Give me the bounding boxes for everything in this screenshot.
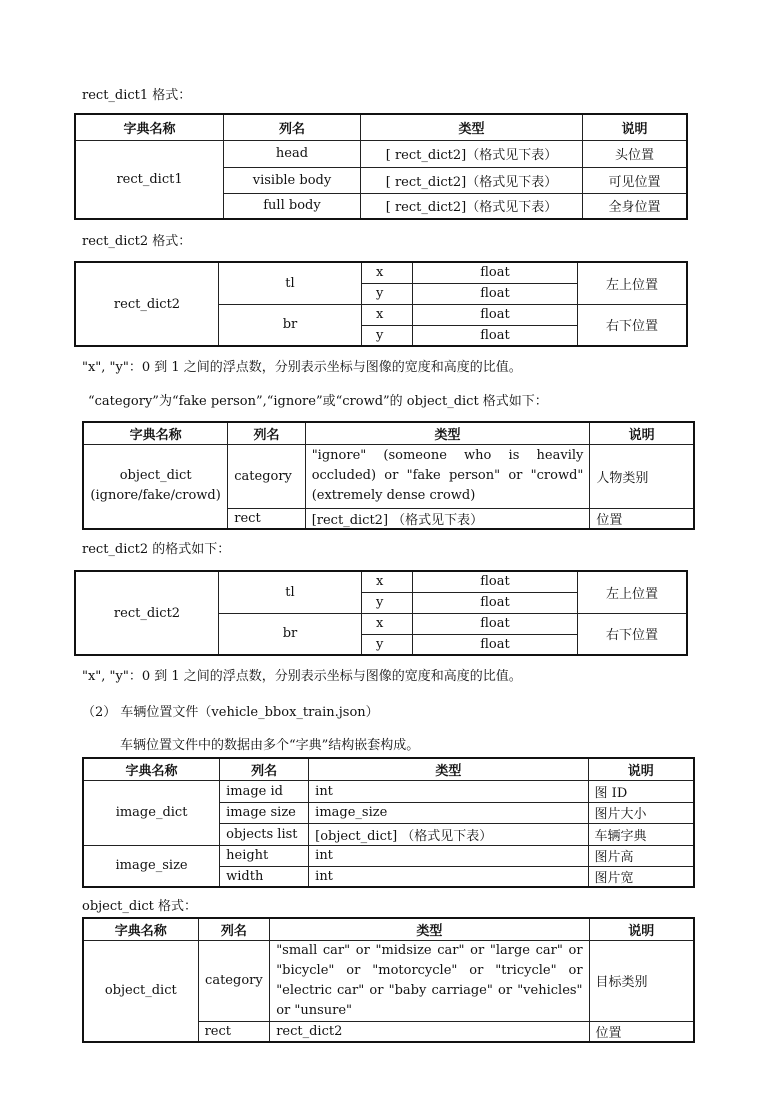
- table-cell: 车辆字典: [588, 823, 694, 845]
- table-cell: x: [362, 571, 413, 592]
- table-cell: float: [413, 262, 578, 283]
- table-cell: head: [224, 140, 361, 167]
- table-cell: int: [309, 780, 588, 802]
- table-cell: 位置: [590, 508, 694, 529]
- table-rect-dict1: [74, 113, 688, 220]
- table-cell: 右下位置: [578, 304, 688, 346]
- col-header-column: 列名: [220, 758, 309, 780]
- table-cell: rect: [198, 1021, 270, 1042]
- table-cell: float: [413, 325, 578, 346]
- table-cell: x: [362, 613, 413, 634]
- table-cell: category: [198, 940, 270, 1021]
- table-cell: [ rect_dict2]（格式见下表）: [360, 193, 582, 219]
- table-rect-dict2: [74, 261, 688, 347]
- label-rect-dict1-format: rect_dict1 格式：: [82, 88, 192, 103]
- table-cell: 位置: [589, 1021, 694, 1042]
- table-cell: x: [362, 262, 413, 283]
- dict-name-cell: [83, 444, 228, 529]
- table-cell: tl: [219, 262, 362, 304]
- table-cell: 目标类别: [589, 940, 694, 1021]
- dict-name-line: (ignore/fake/crowd): [90, 488, 221, 503]
- dict-name-cell: rect_dict1: [75, 140, 224, 219]
- dict-name-cell: image_dict: [83, 780, 220, 845]
- dict-name-cell: object_dict: [83, 940, 198, 1042]
- table-cell: y: [362, 592, 413, 613]
- table-cell: float: [413, 283, 578, 304]
- label-object-dict-format: object_dict 格式：: [82, 899, 197, 914]
- table-cell: float: [413, 571, 578, 592]
- table-cell: image_size: [309, 802, 588, 823]
- section-heading-vehicle-file: （2） 车辆位置文件（vehicle_bbox_train.json）: [82, 705, 379, 720]
- col-header-dict-name: 字典名称: [83, 918, 198, 940]
- table-cell: 左上位置: [578, 571, 688, 613]
- col-header-desc: 说明: [583, 114, 687, 140]
- col-header-type: 类型: [360, 114, 582, 140]
- table-cell: [ rect_dict2]（格式见下表）: [360, 167, 582, 193]
- table-rect-dict2-2: [74, 570, 688, 656]
- col-header-column: 列名: [198, 918, 270, 940]
- col-header-desc: 说明: [590, 422, 694, 444]
- label-rect-dict2-format: rect_dict2 格式：: [82, 234, 192, 249]
- table-cell: [ rect_dict2]（格式见下表）: [360, 140, 582, 167]
- table-cell: tl: [219, 571, 362, 613]
- paragraph-vehicle-intro: 车辆位置文件中的数据由多个“字典”结构嵌套构成。: [120, 738, 420, 753]
- table-cell: br: [219, 613, 362, 655]
- table-cell: 图片高: [588, 845, 694, 866]
- col-header-dict-name: 字典名称: [83, 422, 228, 444]
- col-header-type: 类型: [305, 422, 590, 444]
- table-cell: 左上位置: [578, 262, 688, 304]
- table-cell: 人物类别: [590, 444, 694, 508]
- table-cell: int: [309, 845, 588, 866]
- col-header-column: 列名: [224, 114, 361, 140]
- col-header-type: 类型: [270, 918, 589, 940]
- col-header-desc: 说明: [588, 758, 694, 780]
- dict-name-cell: rect_dict2: [75, 262, 219, 346]
- table-cell: visible body: [224, 167, 361, 193]
- table-cell: full body: [224, 193, 361, 219]
- table-cell: image id: [220, 780, 309, 802]
- table-cell: height: [220, 845, 309, 866]
- table-cell: x: [362, 304, 413, 325]
- dict-name-cell: image_size: [83, 845, 220, 887]
- table-cell: [object_dict] （格式见下表）: [309, 823, 588, 845]
- table-cell: category: [228, 444, 305, 508]
- table-cell: 头位置: [583, 140, 687, 167]
- table-cell: int: [309, 866, 588, 887]
- table-image-dict: [82, 757, 695, 888]
- table-cell: image size: [220, 802, 309, 823]
- table-cell: 右下位置: [578, 613, 688, 655]
- table-cell: 可见位置: [583, 167, 687, 193]
- table-cell: y: [362, 634, 413, 655]
- col-header-type: 类型: [309, 758, 588, 780]
- col-header-dict-name: 字典名称: [83, 758, 220, 780]
- dict-name-line: object_dict: [119, 468, 192, 483]
- table-object-dict-ignore: [82, 421, 695, 530]
- table-cell: "ignore" (someone who is heavily occluded) or "fake person" or "crowd" (extremely dense crowd): [305, 444, 590, 508]
- paragraph-xy-note-2: "x", "y"：0 到 1 之间的浮点数，分别表示坐标与图像的宽度和高度的比值。: [82, 669, 522, 684]
- table-object-dict-vehicle: [82, 917, 695, 1043]
- table-cell: rect: [228, 508, 305, 529]
- table-cell: br: [219, 304, 362, 346]
- table-cell: 图片大小: [588, 802, 694, 823]
- table-cell: width: [220, 866, 309, 887]
- table-cell: float: [413, 304, 578, 325]
- col-header-desc: 说明: [589, 918, 694, 940]
- table-cell: [rect_dict2] （格式见下表）: [305, 508, 590, 529]
- dict-name-cell: rect_dict2: [75, 571, 219, 655]
- table-cell: 图 ID: [588, 780, 694, 802]
- table-cell: 全身位置: [583, 193, 687, 219]
- table-cell: float: [413, 613, 578, 634]
- table-cell: rect_dict2: [270, 1021, 589, 1042]
- table-cell: objects list: [220, 823, 309, 845]
- col-header-dict-name: 字典名称: [75, 114, 224, 140]
- table-cell: "small car" or "midsize car" or "large car" or "bicycle" or "motorcycle" or "tricycle" or "electric car" or "baby carriage" or "vehicles" or "unsure": [270, 940, 589, 1021]
- table-cell: float: [413, 634, 578, 655]
- col-header-column: 列名: [228, 422, 305, 444]
- table-cell: y: [362, 325, 413, 346]
- paragraph-category-intro: “category”为“fake person”,“ignore”或“crowd”的 object_dict 格式如下：: [88, 394, 548, 409]
- label-rect-dict2-format-2: rect_dict2 的格式如下：: [82, 542, 231, 557]
- table-cell: y: [362, 283, 413, 304]
- paragraph-xy-note: "x", "y"：0 到 1 之间的浮点数，分别表示坐标与图像的宽度和高度的比值。: [82, 360, 522, 375]
- table-cell: 图片宽: [588, 866, 694, 887]
- table-cell: float: [413, 592, 578, 613]
